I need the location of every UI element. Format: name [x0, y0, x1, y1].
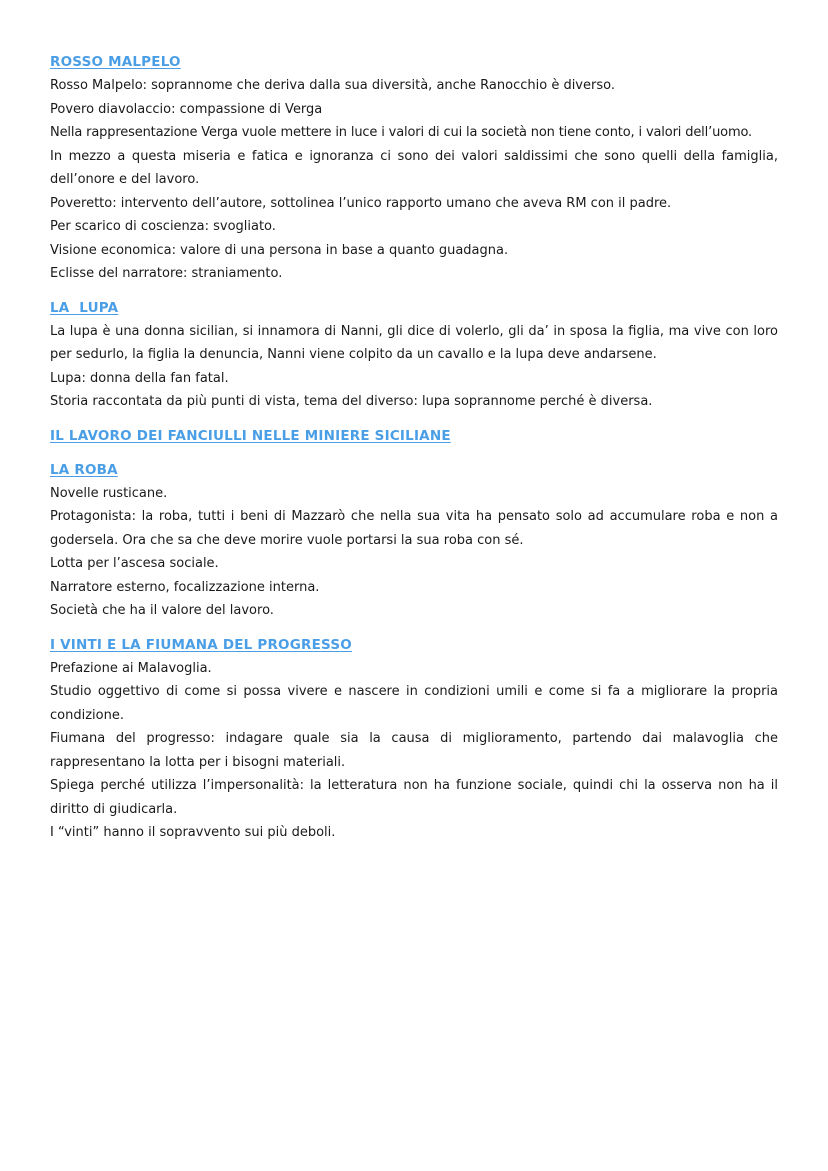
paragraph: Protagonista: la roba, tutti i beni di Mazzarò che nella sua vita ha pensato solo ad accumulare roba e non a godersela. Ora che sa che deve morire vuole portarsi la sua roba con sé.	[50, 509, 778, 548]
section-i-vinti	[50, 633, 778, 845]
paragraph: Prefazione ai Malavoglia.	[50, 660, 212, 676]
paragraph: Novelle rusticane.	[50, 485, 168, 501]
document-page	[50, 50, 778, 855]
section-heading: IL LAVORO DEI FANCIULLI NELLE MINIERE SICILIANE	[50, 427, 451, 444]
paragraph: In mezzo a questa miseria e fatica e ignoranza ci sono dei valori saldissimi che sono quelli della famiglia, dell’onore e del lavoro.	[50, 148, 778, 187]
paragraph: Rosso Malpelo: soprannome che deriva dalla sua diversità, anche Ranocchio è diverso.	[50, 78, 615, 93]
paragraph: Lotta per l’ascesa sociale.	[50, 556, 219, 571]
paragraph: Lupa: donna della fan fatal.	[50, 370, 229, 386]
paragraph: Spiega perché utilizza l’impersonalità: la letteratura non ha funzione sociale, quindi chi la osserva non ha il diritto di giudicarla.	[50, 778, 778, 817]
section-lavoro-fanciulli	[50, 424, 778, 448]
section-heading: ROSSO MALPELO	[50, 54, 181, 70]
paragraph: Povero diavolaccio: compassione di Verga	[50, 101, 323, 117]
paragraph: Storia raccontata da più punti di vista, tema del diverso: lupa soprannome perché è diversa.	[50, 394, 653, 409]
paragraph: Poveretto: intervento dell’autore, sottolinea l’unico rapporto umano che aveva RM con il padre.	[50, 195, 672, 211]
paragraph: Società che ha il valore del lavoro.	[50, 603, 274, 618]
paragraph: Fiumana del progresso: indagare quale sia la causa di miglioramento, partendo dai malavoglia che rappresentano la lotta per i bisogni materiali.	[50, 731, 778, 770]
paragraph: I “vinti” hanno il sopravvento sui più deboli.	[50, 825, 336, 840]
section-la-lupa	[50, 296, 778, 414]
paragraph: La lupa è una donna sicilian, si innamora di Nanni, gli dice di volerlo, gli da’ in sposa la figlia, ma vive con loro per sedurlo, la figlia la denuncia, Nanni viene colpito da un cavallo e la lupa deve andarsene.	[50, 323, 778, 362]
section-la-roba	[50, 458, 778, 623]
paragraph: Studio oggettivo di come si possa vivere e nascere in condizioni umili e come si fa a migliorare la propria condizione.	[50, 684, 778, 723]
section-heading: I VINTI E LA FIUMANA DEL PROGRESSO	[50, 636, 352, 653]
paragraph: Narratore esterno, focalizzazione interna.	[50, 579, 320, 595]
paragraph: Nella rappresentazione Verga vuole mettere in luce i valori di cui la società non tiene conto, i valori dell’uomo.	[50, 125, 753, 140]
paragraph: Visione economica: valore di una persona in base a quanto guadagna.	[50, 242, 509, 258]
section-heading: LA LUPA	[50, 299, 119, 316]
section-heading: LA ROBA	[50, 461, 118, 478]
paragraph: Per scarico di coscienza: svogliato.	[50, 219, 276, 234]
section-rosso-malpelo	[50, 50, 778, 286]
paragraph: Eclisse del narratore: straniamento.	[50, 266, 283, 281]
